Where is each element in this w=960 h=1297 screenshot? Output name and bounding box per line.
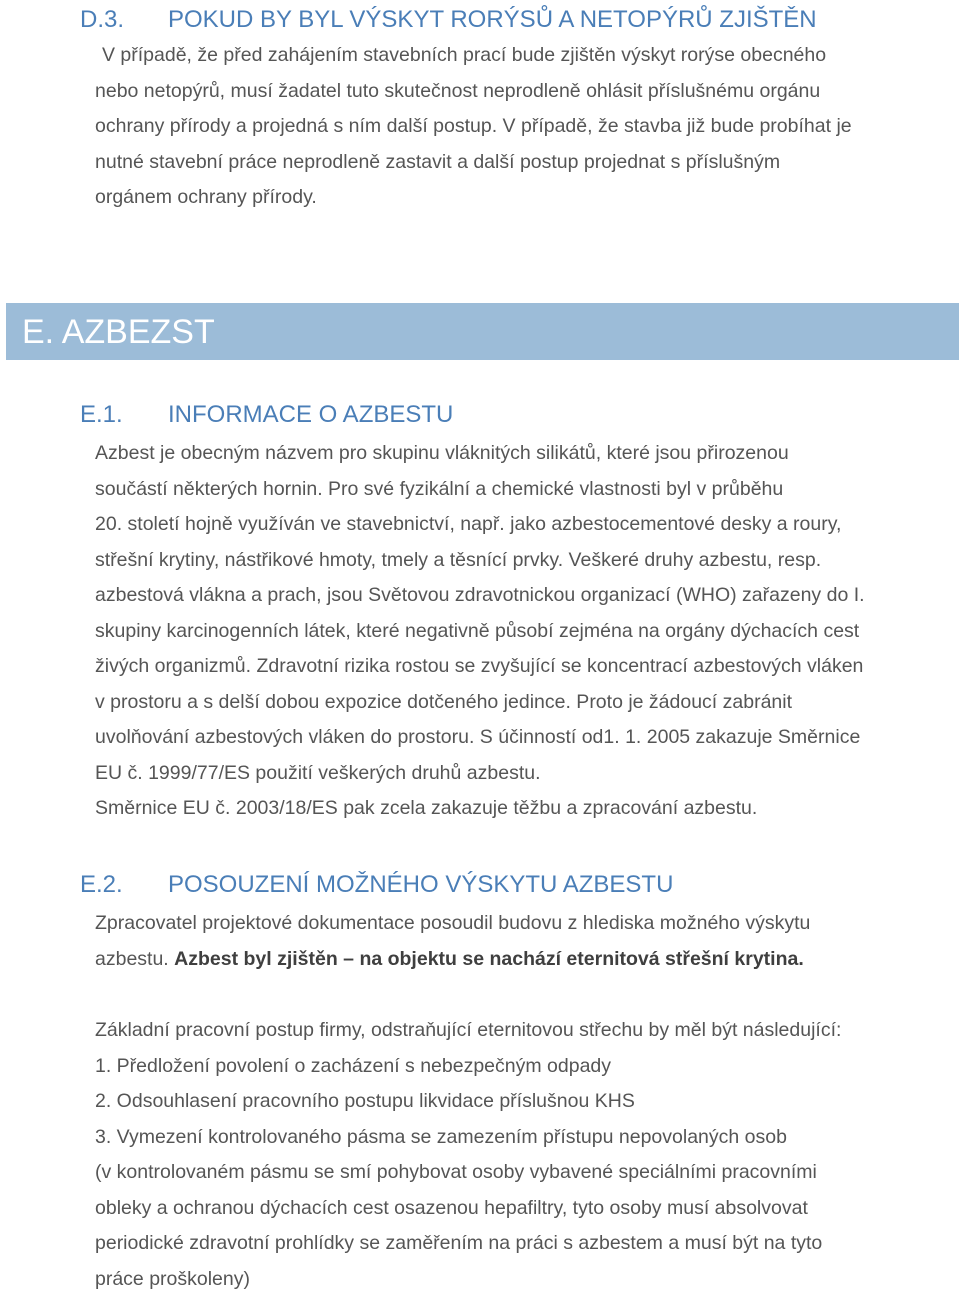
- paragraph-line: orgánem ochrany přírody.: [95, 180, 957, 216]
- heading-e1: [80, 401, 453, 429]
- heading-e2-title: POSOUZENÍ MOŽNÉHO VÝSKYTU AZBESTU: [168, 871, 673, 898]
- paragraph-line: Zpracovatel projektové dokumentace posoudil budovu z hlediska možného výskytu: [95, 906, 957, 942]
- heading-e2: [80, 871, 673, 899]
- procedure-step: 1. Předložení povolení o zacházení s nebezpečným odpady: [95, 1049, 957, 1085]
- paragraph-line: uvolňování azbestových vláken do prostoru. S účinností od1. 1. 2005 zakazuje Směrnice: [95, 720, 957, 756]
- paragraph-line: [95, 942, 957, 978]
- procedure-step: 3. Vymezení kontrolovaného pásma se zamezením přístupu nepovolaných osob: [95, 1120, 957, 1156]
- heading-e2-number: E.2.: [80, 871, 168, 899]
- paragraph-e2-procedure: [95, 1013, 957, 1297]
- procedure-intro: Základní pracovní postup firmy, odstraňující eternitovou střechu by měl být následující:: [95, 1013, 957, 1049]
- paragraph-line: obleky a ochranou dýchacích cest osazenou hepafiltry, tyto osoby musí absolvovat: [95, 1191, 957, 1227]
- paragraph-line: střešní krytiny, nástřikové hmoty, tmely a těsnící prvky. Veškeré druhy azbestu, resp.: [95, 543, 957, 579]
- paragraph-line: 20. století hojně využíván ve stavebnictví, např. jako azbestocementové desky a roury,: [95, 507, 957, 543]
- assessment-text: azbestu.: [95, 948, 174, 970]
- paragraph-line: EU č. 1999/77/ES použití veškerých druhů azbestu.: [95, 756, 957, 792]
- heading-e1-title: INFORMACE O AZBESTU: [168, 401, 453, 428]
- heading-d3-number: D.3.: [80, 6, 168, 34]
- paragraph-line: Azbest je obecným názvem pro skupinu vláknitých silikátů, které jsou přirozenou: [95, 436, 957, 472]
- paragraph-line: živých organizmů. Zdravotní rizika rostou se zvyšující se koncentrací azbestových vláken: [95, 649, 957, 685]
- paragraph-d3: [95, 38, 957, 216]
- paragraph-line: součástí některých hornin. Pro své fyzikální a chemické vlastnosti byl v průběhu: [95, 472, 957, 508]
- heading-e1-number: E.1.: [80, 401, 168, 429]
- paragraph-line: v prostoru a s delší dobou expozice dotčeného jedince. Proto je žádoucí zabránit: [95, 685, 957, 721]
- paragraph-line: práce proškoleny): [95, 1262, 957, 1297]
- paragraph-line: periodické zdravotní prohlídky se zaměřením na práci s azbestem a musí být na tyto: [95, 1226, 957, 1262]
- paragraph-e1: [95, 436, 957, 827]
- procedure-step: 2. Odsouhlasení pracovního postupu likvidace příslušnou KHS: [95, 1084, 957, 1120]
- paragraph-line: (v kontrolovaném pásmu se smí pohybovat osoby vybavené speciálními pracovními: [95, 1155, 957, 1191]
- heading-d3: [80, 6, 817, 34]
- paragraph-line: V případě, že před zahájením stavebních prací bude zjištěn výskyt rorýse obecného: [95, 38, 957, 74]
- paragraph-line: skupiny karcinogenních látek, které negativně působí zejména na orgány dýchacích cest: [95, 614, 957, 650]
- paragraph-line: azbestová vlákna a prach, jsou Světovou zdravotnickou organizací (WHO) zařazeny do I.: [95, 578, 957, 614]
- paragraph-line: nutné stavební práce neprodleně zastavit a další postup projednat s příslušným: [95, 145, 957, 181]
- asbestos-finding: Azbest byl zjištěn – na objektu se nachází eternitová střešní krytina.: [174, 948, 804, 970]
- heading-d3-title: POKUD BY BYL VÝSKYT RORÝSŮ A NETOPÝRŮ ZJIŠTĚN: [168, 6, 817, 33]
- section-e-banner: [6, 303, 959, 360]
- paragraph-line: nebo netopýrů, musí žadatel tuto skutečnost neprodleně ohlásit příslušnému orgánu: [95, 74, 957, 110]
- section-e-title: E. AZBEZST: [22, 311, 215, 353]
- paragraph-e2-assessment: [95, 906, 957, 977]
- paragraph-line: ochrany přírody a projedná s ním další postup. V případě, že stavba již bude probíhat je: [95, 109, 957, 145]
- paragraph-line: Směrnice EU č. 2003/18/ES pak zcela zakazuje těžbu a zpracování azbestu.: [95, 791, 957, 827]
